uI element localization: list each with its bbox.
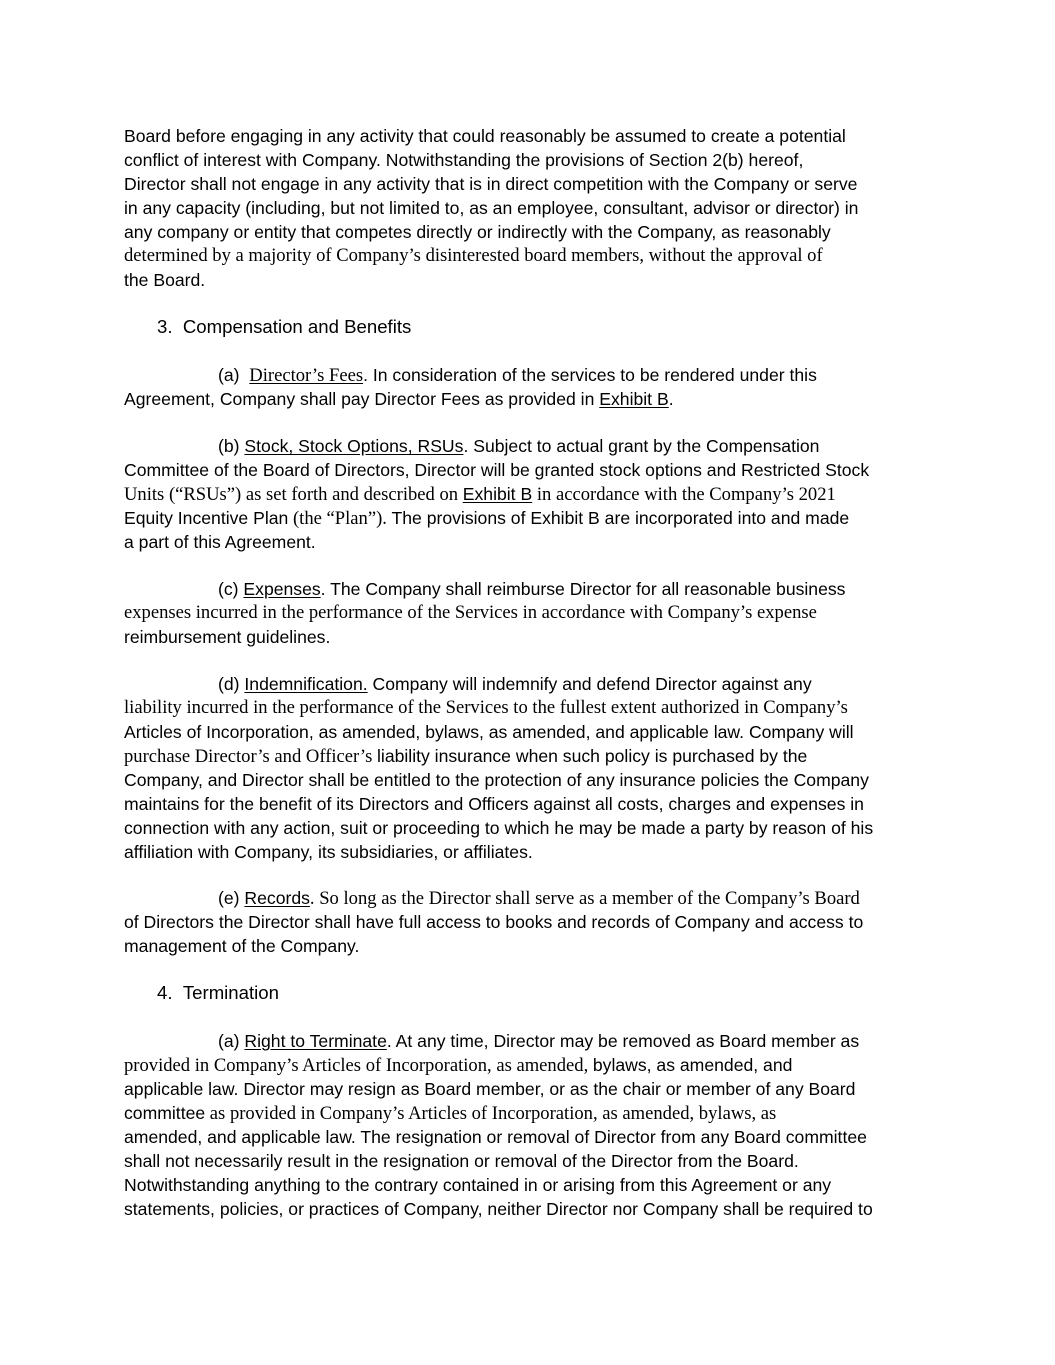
text-line [124,1103,776,1124]
text-line: determined by a majority of Company’s disinterested board members, without the approval of [124,245,823,266]
text-line: conflict of interest with Company. Notwithstanding the provisions of Section 2(b) hereof, [124,150,804,170]
text-run: Units (“RSUs”) as set forth and described on [124,484,463,505]
text-run: committee [124,1103,206,1123]
section-heading-4 [157,983,279,1003]
text-line: Articles of Incorporation, as amended, bylaws, as amended, and applicable law. Company will [124,722,854,742]
text-run: Equity Incentive Plan [124,508,289,528]
clause-heading: Indemnification. [244,674,368,694]
text-line: liability incurred in the performance of the Services to the fullest extent authorized in Company’s [124,697,848,718]
text-line: connection with any action, suit or proceeding to which he may be made a party by reason of his [124,818,874,838]
text-line: applicable law. Director may resign as Board member, or as the chair or member of any Board [124,1079,856,1099]
text-run: liability insurance when such policy is purchased by the [377,746,808,766]
text-run: bylaws, as amended, and [592,1055,793,1075]
clause-heading: Director’s Fees [249,365,364,386]
text-run: (the “Plan”). [288,508,387,529]
section-title: Compensation and Benefits [182,316,412,337]
clause-b-line [218,436,819,456]
text-line: Notwithstanding anything to the contrary contained in or arising from this Agreement or any [124,1175,832,1195]
text-line: statements, policies, or practices of Company, neither Director nor Company shall be required to [124,1199,873,1219]
text-line: management of the Company. [124,936,360,956]
clause-label: (b) [218,436,240,456]
text-run: The provisions of Exhibit B are incorporated into and made [386,508,850,528]
clause-heading: Expenses [243,579,321,599]
clause-c-line [218,579,845,599]
text-line [124,1055,792,1076]
clause-text: Company will indemnify and defend Director against any [367,674,812,694]
text-line: in any capacity (including, but not limited to, as an employee, consultant, advisor or director) in [124,198,859,218]
text-run: provided in Company’s Articles of Incorporation, as amended, [124,1055,593,1076]
text-run: . [668,389,674,409]
text-line: shall not necessarily result in the resignation or removal of the Director from the Board. [124,1151,799,1171]
text-line: reimbursement guidelines. [124,627,331,647]
clause-label: (e) [218,888,240,908]
clause-text: . So long as the Director shall serve as a member of the Company’s Board [309,888,860,909]
text-line: of Directors the Director shall have full access to books and records of Company and access to [124,912,864,932]
text-line: Company, and Director shall be entitled to the protection of any insurance policies the Company [124,770,869,790]
text-line [124,484,836,505]
text-line: Committee of the Board of Directors, Director will be granted stock options and Restricted Stock [124,460,870,480]
clause-d-line [218,674,812,694]
clause-label: (c) [218,579,239,599]
text-run: purchase Director’s and Officer’s [124,746,377,767]
clause-label: (a) [218,365,240,385]
text-line [124,389,674,409]
clause-a-line [218,365,817,386]
text-line: Board before engaging in any activity that could reasonably be assumed to create a potential [124,126,846,146]
text-line: any company or entity that competes directly or indirectly with the Company, as reasonably [124,222,831,242]
clause-label: (a) [218,1031,240,1051]
exhibit-link: Exhibit B [462,484,533,504]
section-heading-3 [157,317,411,337]
text-line: a part of this Agreement. [124,532,316,552]
clause-heading: Records [244,888,310,908]
text-line [124,508,849,529]
text-line: Director shall not engage in any activity that is in direct competition with the Company or serve [124,174,858,194]
clause-label: (d) [218,674,240,694]
text-line: expenses incurred in the performance of the Services in accordance with Company’s expense [124,602,817,623]
text-run: in accordance with the Company’s 2021 [532,484,836,505]
text-run: as provided in Company’s Articles of Incorporation, as amended, bylaws, as [205,1103,777,1124]
clause-4a-line [218,1031,859,1051]
exhibit-link: Exhibit B [599,389,669,409]
clause-heading: Right to Terminate [244,1031,387,1051]
text-line: maintains for the benefit of its Directors and Officers against all costs, charges and expenses in [124,794,864,814]
text-line: affiliation with Company, its subsidiaries, or affiliates. [124,842,533,862]
text-run: Agreement, Company shall pay Director Fees as provided in [124,389,600,409]
section-title: Termination [182,982,279,1003]
clause-text: . Subject to actual grant by the Compensation [463,436,820,456]
text-line: amended, and applicable law. The resignation or removal of Director from any Board committee [124,1127,867,1147]
text-line: the Board. [124,270,206,290]
clause-e-line [218,888,860,909]
clause-text: . The Company shall reimburse Director for all reasonable business [320,579,846,599]
text-line [124,746,807,767]
section-number: 3. [157,316,173,337]
clause-text: . In consideration of the services to be rendered under this [363,365,817,385]
section-number: 4. [157,982,173,1003]
clause-heading: Stock, Stock Options, RSUs [244,436,464,456]
clause-text: . At any time, Director may be removed as Board member as [386,1031,860,1051]
